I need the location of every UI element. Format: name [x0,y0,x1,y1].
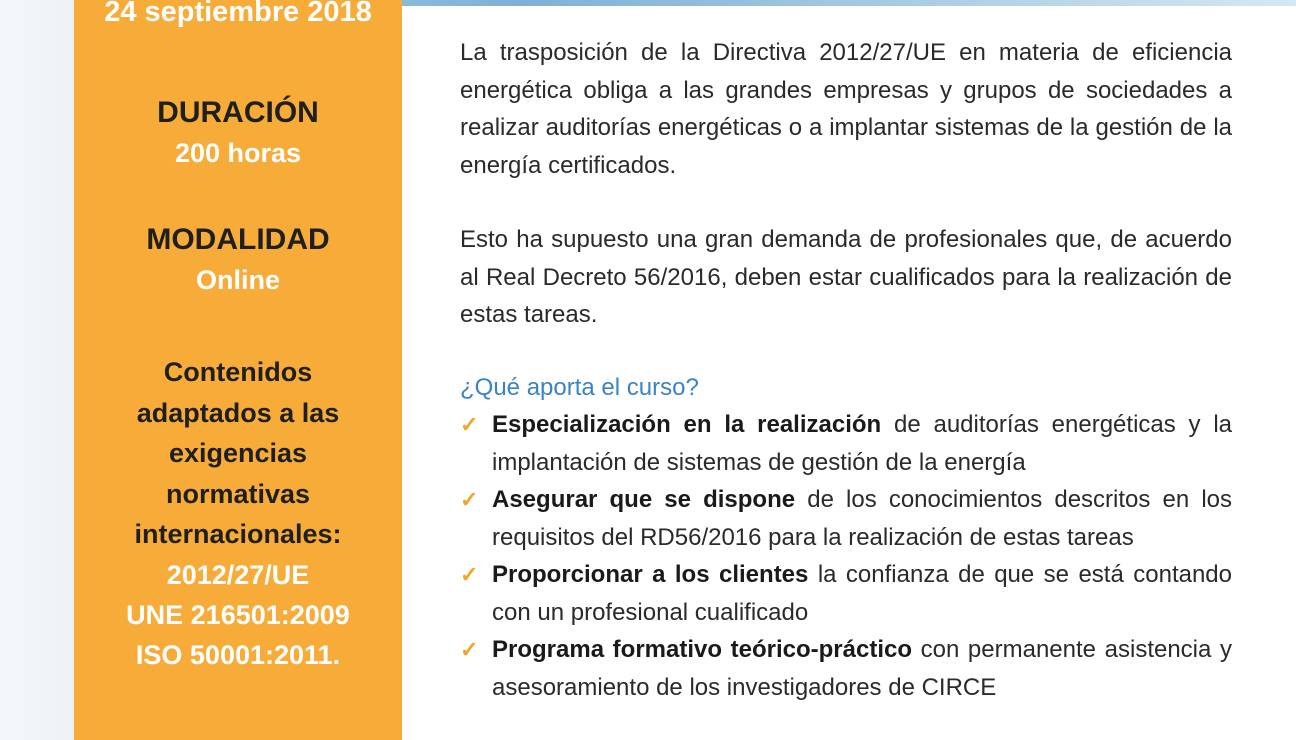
contents-line: normativas [165,478,311,509]
duration-label: DURACIÓN [157,96,319,129]
benefit-bold: Proporcionar a los clientes [492,561,809,588]
benefit-text: la confianza de que se está contando con un profesional cualificado [492,561,1233,626]
mode-value: Online [195,265,280,295]
course-info-sidebar [74,0,402,740]
duration-block [74,93,402,173]
standard-item: UNE 216501:2009 [126,599,350,630]
contents-line: adaptados a las [136,397,340,428]
check-icon: ✓ [460,412,479,437]
intro-paragraph: La trasposición de la Directiva 2012/27/UE en materia de eficiencia energética obliga a las grandes empresas y grupos de sociedades a realizar auditorías energéticas o a implantar sistemas de la gestión de la energía certificados. [460,39,1232,179]
standard-item: ISO 50001:2011. [135,639,341,670]
check-icon: ✓ [460,562,479,587]
benefit-item [460,481,1232,556]
check-icon: ✓ [460,637,479,662]
left-margin [0,0,74,740]
benefit-item [460,556,1232,631]
benefit-text: de los conocimientos descritos en los requisitos del RD56/2016 para la realización de estas tareas [492,486,1233,551]
contents-block [74,352,402,675]
benefits-heading: ¿Qué aporta el curso? [460,373,699,401]
contents-line: Contenidos [163,357,313,387]
benefit-bold: Asegurar que se dispone [492,486,796,513]
course-date: 24 septiembre 2018 [104,0,372,28]
contents-line: internacionales: [134,519,342,549]
benefit-bold: Programa formativo teórico-práctico [492,636,912,663]
mode-label: MODALIDAD [146,223,330,256]
check-icon: ✓ [460,487,479,512]
duration-value: 200 horas [174,138,302,168]
benefit-item [460,406,1232,481]
benefit-item [460,631,1232,706]
mode-block [74,220,402,300]
standard-item: 2012/27/UE [166,559,310,590]
contents-line: exigencias [168,438,308,468]
benefit-text: de auditorías energéticas y la implantación de sistemas de gestión de la energía [492,411,1232,476]
benefit-bold: Especialización en la realización [492,411,882,438]
benefit-text: con permanente asistencia y asesoramiento de los investigadores de CIRCE [492,636,1232,701]
course-description [460,34,1232,706]
demand-paragraph: Esto ha supuesto una gran demanda de profesionales que, de acuerdo al Real Decreto 56/2016, deben estar cualificados para la realización de estas tareas. [460,226,1232,328]
